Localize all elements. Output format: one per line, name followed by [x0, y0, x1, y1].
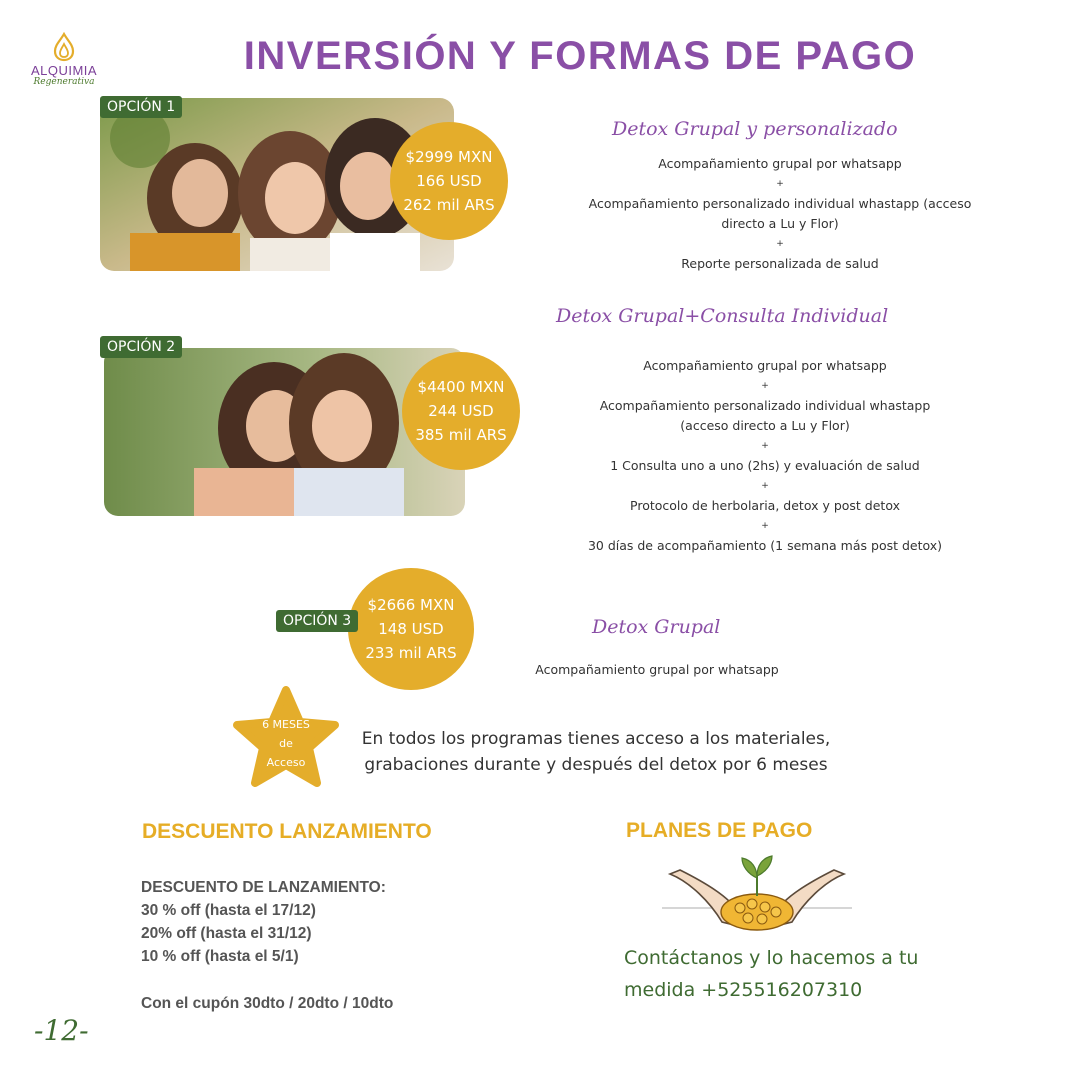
page-number: -12-: [34, 1014, 89, 1047]
option-2-price-badge: [402, 352, 520, 470]
feature-item: Acompañamiento grupal por whatsapp: [535, 662, 779, 677]
feature-item: 1 Consulta uno a uno (2hs) y evaluación de salud: [610, 458, 920, 473]
access-badge-text: [232, 715, 340, 772]
brand-logo: [22, 32, 106, 87]
option-3-features: [500, 660, 814, 680]
discount-title: DESCUENTO LANZAMIENTO: [142, 820, 432, 843]
option-3-price-badge: [348, 568, 474, 690]
option-3-heading: Detox Grupal: [592, 616, 721, 638]
price-usd: 148 USD: [378, 620, 444, 638]
price-mxn: $2999 MXN: [405, 148, 493, 166]
hands-coins-plant-icon: [660, 852, 854, 938]
brand-name: ALQUIMIA: [30, 63, 98, 78]
payment-plans-title: PLANES DE PAGO: [626, 819, 813, 842]
plus-separator: +: [761, 481, 769, 491]
feature-item: Acompañamiento grupal por whatsapp: [658, 156, 902, 171]
price-usd: 244 USD: [428, 402, 494, 420]
feature-item: Protocolo de herbolaria, detox y post detox: [630, 498, 900, 513]
price-mxn: $2666 MXN: [367, 596, 455, 614]
feature-item: Acompañamiento grupal por whatsapp: [643, 358, 887, 373]
discount-item: 20% off (hasta el 31/12): [141, 925, 312, 942]
feature-item: 30 días de acompañamiento (1 semana más post detox): [587, 538, 943, 553]
feature-item: Acompañamiento personalizado individual whastapp (acceso directo a Lu y Flor): [599, 398, 931, 433]
option-3-tag: OPCIÓN 3: [276, 610, 358, 632]
access-note-line: grabaciones durante y después del detox por 6 meses: [364, 755, 828, 775]
payment-contact: Contáctanos y lo hacemos a tu medida +525516207310: [624, 947, 919, 1001]
option-2-heading: Detox Grupal+Consulta Individual: [556, 305, 889, 327]
option-1-features: [570, 154, 990, 274]
coupon-note: Con el cupón 30dto / 20dto / 10dto: [141, 995, 394, 1012]
plus-separator: +: [761, 441, 769, 451]
option-2-features: [565, 356, 965, 556]
plus-separator: +: [761, 521, 769, 531]
plus-separator: +: [761, 381, 769, 391]
drop-flame-icon: [51, 32, 77, 62]
plus-separator: +: [776, 239, 784, 249]
brand-tagline: Regenerativa: [33, 77, 95, 87]
option-1-heading: Detox Grupal y personalizado: [612, 118, 898, 140]
discount-details: [141, 876, 393, 1015]
discount-subtitle: DESCUENTO DE LANZAMIENTO:: [141, 879, 386, 896]
price-mxn: $4400 MXN: [417, 378, 505, 396]
price-ars: 385 mil ARS: [415, 426, 507, 444]
access-note: [356, 726, 836, 778]
feature-item: Reporte personalizada de salud: [681, 256, 879, 271]
price-ars: 262 mil ARS: [403, 196, 495, 214]
option-1-tag: OPCIÓN 1: [100, 96, 182, 118]
option-1-price-badge: [390, 122, 508, 240]
access-badge-line: 6 MESES: [262, 718, 310, 731]
price-usd: 166 USD: [416, 172, 482, 190]
discount-item: 10 % off (hasta el 5/1): [141, 948, 299, 965]
option-2-tag: OPCIÓN 2: [100, 336, 182, 358]
price-ars: 233 mil ARS: [365, 644, 457, 662]
page-title: INVERSIÓN Y FORMAS DE PAGO: [243, 34, 917, 78]
plus-separator: +: [776, 179, 784, 189]
feature-item: Acompañamiento personalizado individual whastapp (acceso directo a Lu y Flor): [588, 196, 972, 231]
access-note-line: En todos los programas tienes acceso a los materiales,: [361, 729, 831, 749]
discount-item: 30 % off (hasta el 17/12): [141, 902, 316, 919]
access-badge-line: Acceso: [266, 756, 306, 769]
access-badge-line: de: [279, 737, 293, 750]
